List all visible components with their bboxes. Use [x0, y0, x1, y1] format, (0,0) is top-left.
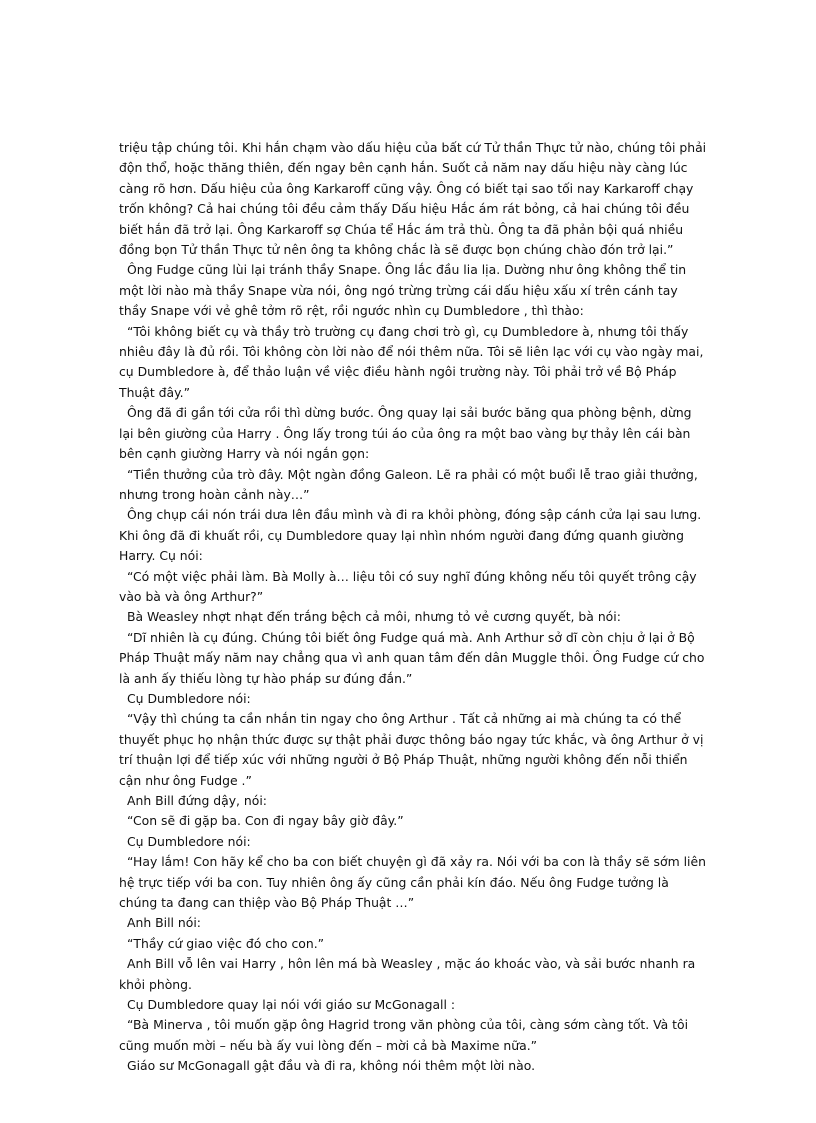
paragraph: Ông Fudge cũng lùi lại tránh thầy Snape. Ông lắc đầu lia lịa. Dường như ông không thể tin một lời nào mà thầy Snape vừa nói, ông ngó trừng trừng cái dấu hiệu xấu xí trên cánh tay thầy Snape với vẻ ghê tởm rõ rệt, rồi ngước nhìn cụ Dumbledore , thì thào: — [119, 262, 687, 319]
paragraph: Cụ Dumbledore nói: — [127, 690, 251, 706]
paragraph: “Con sẽ đi gặp ba. Con đi ngay bây giờ đây.” — [127, 813, 404, 829]
paragraph: “Tiền thưởng của trò đây. Một ngàn đồng Galeon. Lẽ ra phải có một buổi lễ trao giải thưởng, nhưng trong hoàn cảnh này…” — [119, 466, 698, 502]
paragraph: Anh Bill đứng dậy, nói: — [127, 793, 267, 808]
document-page — [119, 138, 709, 1077]
paragraph: Giáo sư McGonagall gật đầu và đi ra, không nói thêm một lời nào. — [127, 1058, 536, 1074]
paragraph: Anh Bill vỗ lên vai Harry , hôn lên má bà Weasley , mặc áo khoác vào, và sải bước nhanh ra khỏi phòng. — [119, 956, 696, 992]
paragraph: “Có một việc phải làm. Bà Molly à… liệu tôi có suy nghĩ đúng không nếu tôi quyết trông cậy vào bà và ông Arthur?” — [119, 568, 697, 604]
paragraph: Cụ Dumbledore nói: — [127, 833, 251, 849]
paragraph: “Hay lắm! Con hãy kể cho ba con biết chuyện gì đã xảy ra. Nói với ba con là thầy sẽ sớm liên hệ trực tiếp với ba con. Tuy nhiên ông ấy cũng cần phải kín đáo. Nếu ông Fudge tưởng là chúng ta đang can thiệp vào Bộ Pháp Thuật …” — [119, 854, 706, 911]
paragraph: “Tôi không biết cụ và thầy trò trường cụ đang chơi trò gì, cụ Dumbledore à, nhưng tôi thấy nhiêu đây là đủ rồi. Tôi không còn lời nào để nói thêm nữa. Tôi sẽ liên lạc với cụ vào ngày mai, cụ Dumbledore à, để thảo luận về việc điều hành ngôi trường này. Tôi phải trở về Bộ Pháp Thuật đây.” — [119, 323, 704, 400]
paragraph: Anh Bill nói: — [127, 915, 201, 931]
paragraph: “Dĩ nhiên là cụ đúng. Chúng tôi biết ông Fudge quá mà. Anh Arthur sở dĩ còn chịu ở lại ở Bộ Pháp Thuật mấy năm nay chẳng qua vì anh quan tâm đến dân Muggle thôi. Ông Fudge cứ cho là anh ấy thiếu lòng tự hào pháp sư đúng đắn.” — [119, 629, 705, 686]
paragraph: “Bà Minerva , tôi muốn gặp ông Hagrid trong văn phòng của tôi, càng sớm càng tốt. Và tôi cũng muốn mời – nếu bà ấy vui lòng đến – mời cả bà Maxime nữa.” — [119, 1017, 689, 1053]
paragraph: Ông đã đi gần tới cửa rồi thì dừng bước. Ông quay lại sải bước băng qua phòng bệnh, dừng lại bên giường của Harry . Ông lấy trong túi áo của ông ra một bao vàng bự thảy lên cái bàn bên cạnh giường Harry và nói ngắn gọn: — [119, 405, 692, 462]
paragraph: triệu tập chúng tôi. Khi hắn chạm vào dấu hiệu của bất cứ Tử thần Thực tử nào, chúng tôi phải độn thổ, hoặc thăng thiên, đến ngay bên cạnh hắn. Suốt cả năm nay dấu hiệu này càng lúc càng rõ hơn. Dấu hiệu của ông Karkaroff cũng vậy. Ông có biết tại sao tối nay Karkaroff chạy trốn không? Cả hai chúng tôi đều cảm thấy Dấu hiệu Hắc ám rát bỏng, cả hai chúng tôi đều biết hắn đã trở lại. Ông Karkaroff sợ Chúa tể Hắc ám trả thù. Ông ta đã phản bội quá nhiều đồng bọn Tử thần Thực tử nên ông ta không chắc là sẽ được bọn chúng chào đón trở lại.” — [119, 140, 707, 258]
paragraph: “Vậy thì chúng ta cần nhắn tin ngay cho ông Arthur . Tất cả những ai mà chúng ta có thể thuyết phục họ nhận thức được sự thật phải được thông báo ngay tức khắc, và ông Arthur ở vị trí thuận lợi để tiếp xúc với những người ở Bộ Pháp Thuật, những người không đến nỗi thiển cận như ông Fudge .” — [119, 711, 704, 788]
paragraph: Ông chụp cái nón trái dưa lên đầu mình và đi ra khỏi phòng, đóng sập cánh cửa lại sau lưng. Khi ông đã đi khuất rồi, cụ Dumbledore quay lại nhìn nhóm người đang đứng quanh giường Harry. Cụ nói: — [119, 507, 702, 564]
paragraph: Bà Weasley nhợt nhạt đến trắng bệch cả môi, nhưng tỏ vẻ cương quyết, bà nói: — [127, 609, 621, 625]
paragraph: “Thầy cứ giao việc đó cho con.” — [127, 935, 325, 951]
paragraph: Cụ Dumbledore quay lại nói với giáo sư McGonagall : — [127, 997, 456, 1013]
